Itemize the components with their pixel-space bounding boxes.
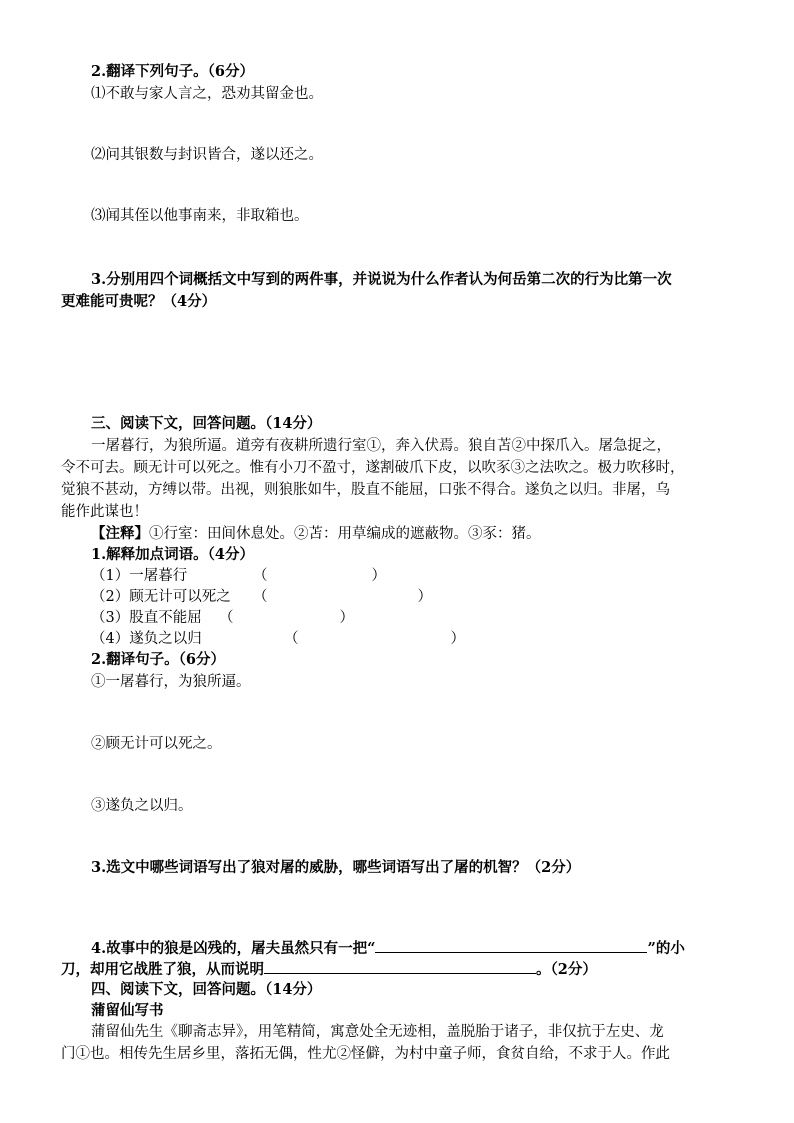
s3-q3: 3.选文中哪些词语写出了狼对屠的威胁，哪些词语写出了屠的机智？（2分） (91, 859, 581, 876)
s3-q1-item-4: （4）遂负之以归 （ ） (91, 631, 465, 647)
s3-q1-item-3: （3）股直不能屈 （ ） (91, 610, 354, 626)
s3-q4-line-1: 4.故事中的狼是凶残的，屠夫虽然只有一把“ ”的小 (91, 940, 685, 957)
s3-q2-sentence-2: ②顾无计可以死之。 (91, 736, 222, 752)
s3-annotation (91, 524, 541, 544)
item-label: （4）遂负之以归 (91, 631, 202, 647)
s3-passage-line-1: 一屠暮行，为狼所逼。道旁有夜耕所遗行室①，奔入伏焉。狼自苫②中探爪入。屠急捉之， (91, 438, 671, 454)
s4-title: 蒲留仙写书 (91, 1002, 164, 1019)
s3-q1-item-1: （1）一屠暮行 （ ） (91, 568, 386, 584)
s3-q2-sentence-1: ①一屠暮行，为狼所逼。 (91, 674, 251, 690)
s3-q2-sentence-3: ③遂负之以归。 (91, 798, 193, 814)
s2-q3-line-1: 3.分别用四个词概括文中写到的两件事，并说说为什么作者认为何岳第二次的行为比第一次 (91, 271, 672, 288)
s3-q2-title: 2.翻译句子。（6分） (91, 651, 225, 668)
s2-q2-sentence-2: ⑵问其银数与封识皆合，遂以还之。 (91, 147, 323, 163)
q4-blank-1[interactable] (375, 938, 647, 953)
s3-q1-item-2: （2）顾无计可以死之 （ ） (91, 589, 432, 605)
s2-q3-line-2: 更难能可贵呢？（4分） (61, 293, 217, 310)
s3-passage-line-4: 能作此谋也！ (61, 504, 148, 520)
q4-blank-2[interactable] (264, 959, 536, 974)
item-label: （2）顾无计可以死之 (91, 589, 231, 605)
item-label: （1）一屠暮行 (91, 568, 188, 584)
s3-q1-title: 1.解释加点词语。（4分） (91, 546, 254, 563)
s3-q4-line-2: 刀，却用它战胜了狼，从而说明 。（2分） (61, 961, 597, 978)
annotation-label: 【注释】 (91, 525, 149, 542)
s2-q2-sentence-3: ⑶闻其侄以他事南来，非取箱也。 (91, 208, 309, 224)
s3-heading: 三、阅读下文，回答问题。（14分） (91, 415, 322, 432)
s3-passage-line-2: 令不可去。顾无计可以死之。惟有小刀不盈寸，遂割破爪下皮，以吹豕③之法吹之。极力吹移时， (61, 460, 685, 476)
s4-passage-line-1: 蒲留仙先生《聊斋志异》，用笔精简，寓意处全无迹相，盖脱胎于诸子，非仅抗于左史、龙 (91, 1024, 664, 1040)
s4-heading: 四、阅读下文，回答问题。（14分） (91, 981, 322, 998)
annotation-text: ①行室：田间休息处。②苫：用草编成的遮蔽物。③豕：猪。 (149, 526, 541, 542)
s3-passage-line-3: 觉狼不甚动，方缚以带。出视，则狼胀如牛，股直不能屈，口张不得合。遂负之以归。非屠，乌 (61, 482, 670, 498)
s2-q2-title: 2.翻译下列句子。（6分） (91, 63, 254, 80)
s2-q2-sentence-1: ⑴不敢与家人言之，恐劝其留金也。 (91, 86, 323, 102)
item-label: （3）股直不能屈 (91, 610, 202, 626)
s4-passage-line-2: 门①也。相传先生居乡里，落拓无偶，性尤②怪僻，为村中童子师，食贫自给，不求于人。作此 (61, 1046, 670, 1062)
